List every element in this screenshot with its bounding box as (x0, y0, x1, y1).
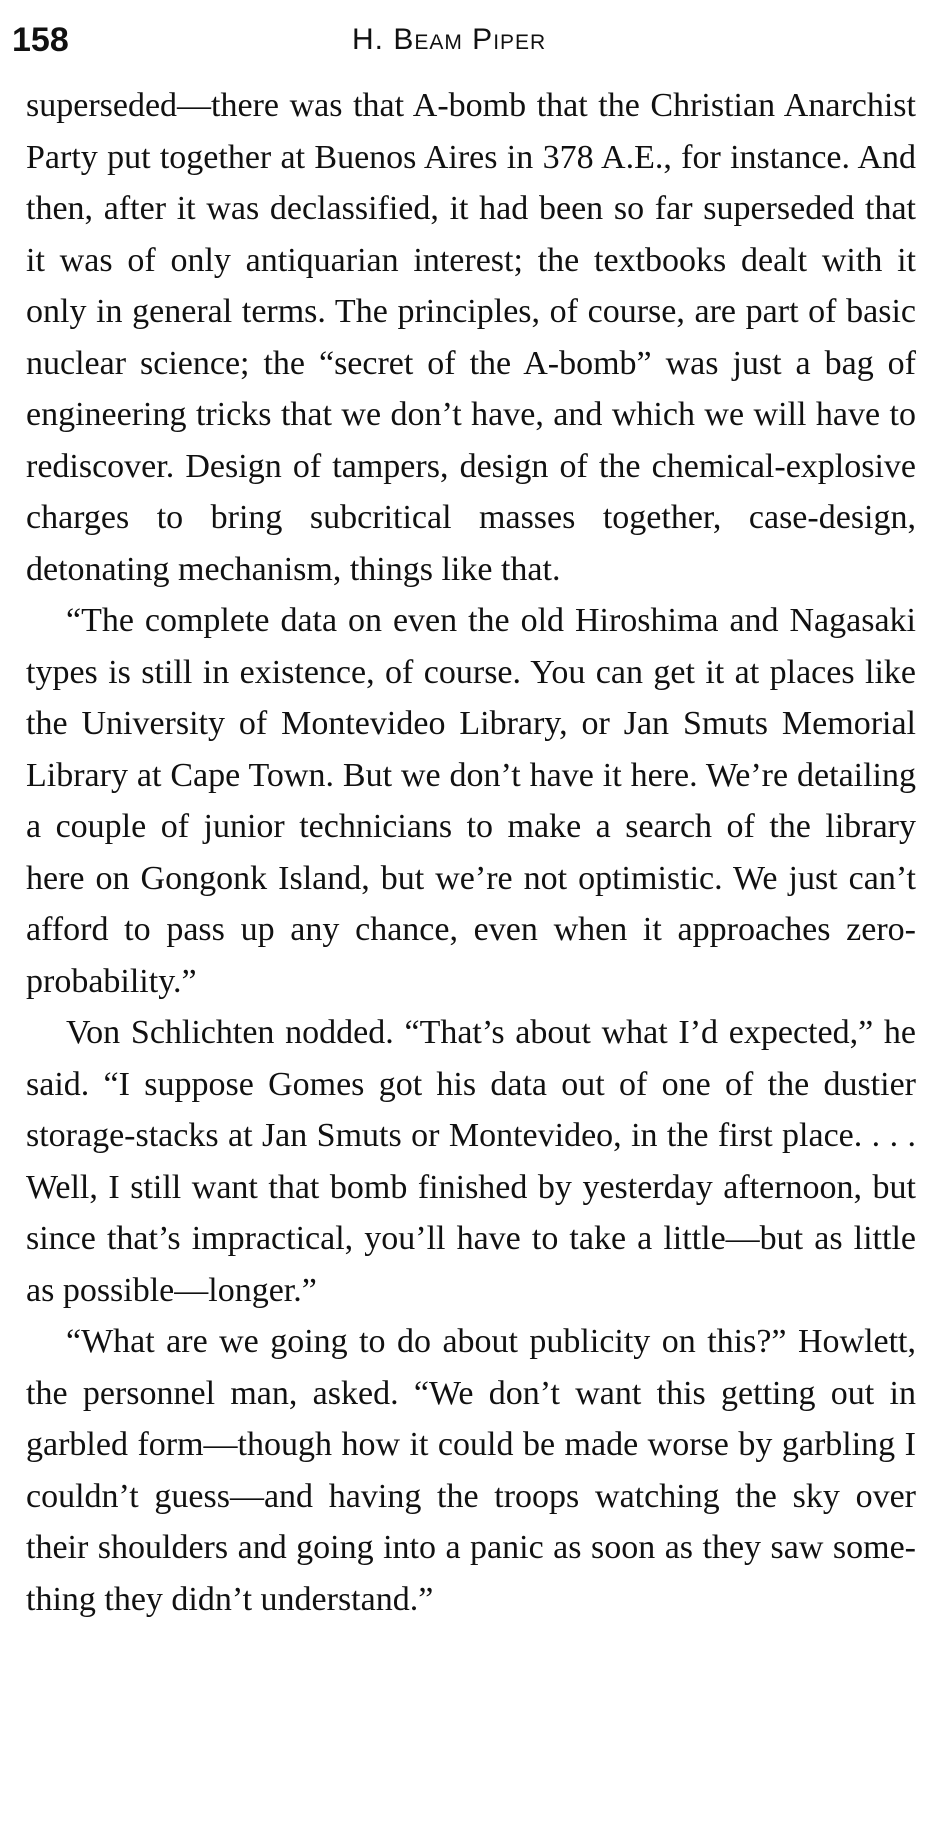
paragraph-2: “The complete data on even the old Hiroshima and Nagasaki types is still in existence, of course. You can get it at places like the University of Montevideo Library, or Jan Smuts Memorial Library at Cape Town. But we don’t have it here. We’re detailing a couple of junior technicians to make a search of the library here on Gongonk Island, but we’re not optimistic. We just can’t afford to pass up any chance, even when it approaches zero-probability.” (26, 602, 916, 1000)
paragraph-4: “What are we going to do about publicity on this?” Howlett, the personnel man, asked. “We don’t want this getting out in garbled form—though how it could be made worse by garbling I couldn’t guess—and having the troops watching the sky over their shoulders and going into a panic as soon as they saw something they didn’t understand.” (26, 1323, 916, 1618)
page-number: 158 (12, 21, 69, 59)
body-text (26, 80, 916, 1625)
running-head: H. Beam Piper (352, 23, 547, 56)
page-header (12, 18, 912, 66)
paragraph-1: superseded—there was that A-bomb that the Christian Anarchist Party put together at Buenos Aires in 378 A.E., for instance. And then, after it was declassified, it had been so far superseded that it was of only antiquarian interest; the textbooks dealt with it only in general terms. The principles, of course, are part of basic nuclear science; the “secret of the A-bomb” was just a bag of engineering tricks that we don’t have, and which we will have to rediscover. Design of tampers, design of the chemical-explosive charges to bring subcritical masses together, case-design, detonating mechanism, things like that. (26, 87, 916, 588)
paragraph-3: Von Schlichten nodded. “That’s about what I’d expected,” he said. “I suppose Gomes got his data out of one of the dustier storage-stacks at Jan Smuts or Montevideo, in the first place. . . . Well, I still want that bomb finished by yesterday afternoon, but since that’s impractical, you’ll have to take a little—but as little as possible—longer.” (26, 1014, 916, 1309)
